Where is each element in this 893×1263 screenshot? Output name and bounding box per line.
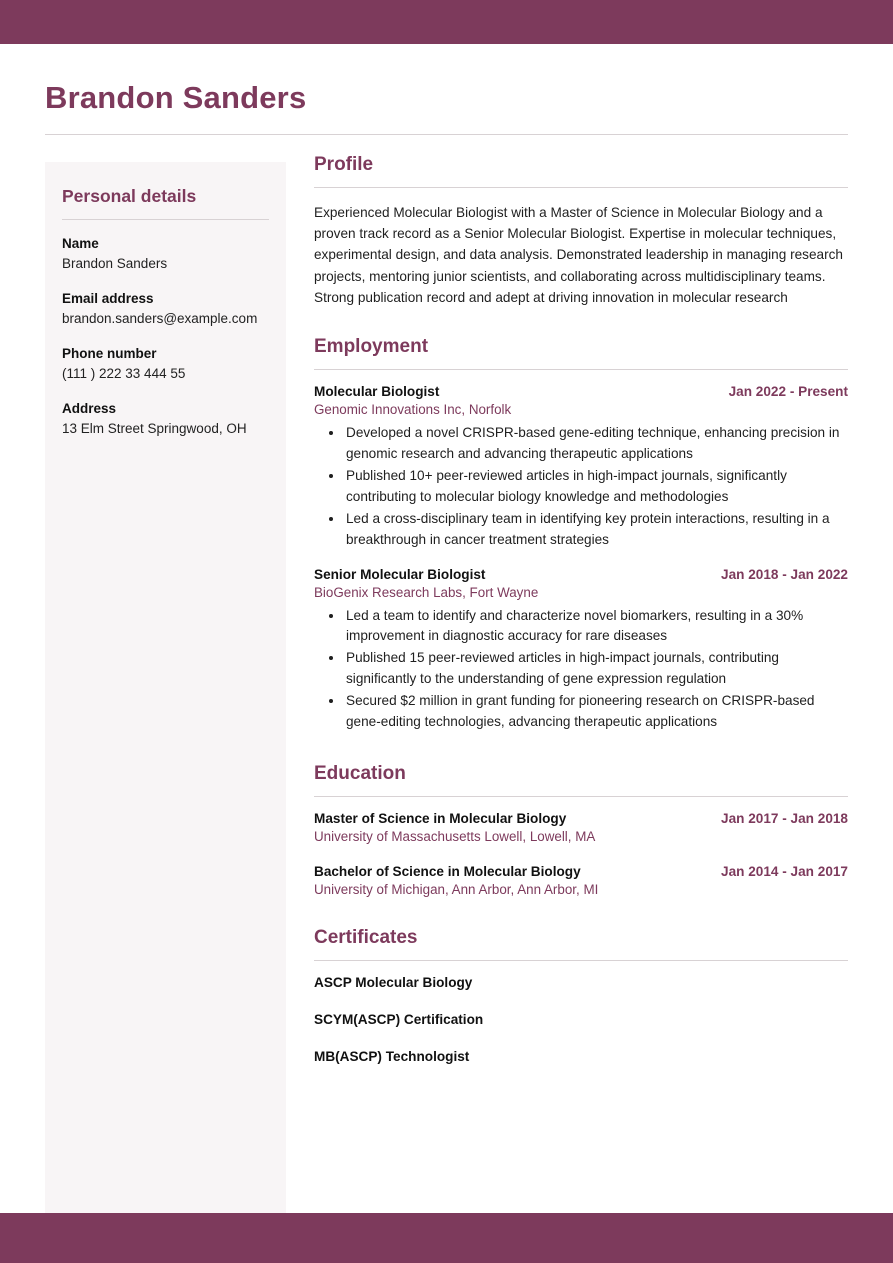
- sidebar-title: Personal details: [62, 186, 197, 206]
- job-title: Molecular Biologist: [314, 384, 440, 400]
- job-bullet: • Developed a novel CRISPR-based gene-editing technique, enhancing precision in genomic research and advancing therapeutic applications: [344, 423, 848, 465]
- field-label: Phone number: [62, 345, 157, 361]
- section-divider: [314, 960, 848, 961]
- job-dates: Jan 2018 - Jan 2022: [721, 566, 848, 582]
- job-dates: Jan 2022 - Present: [728, 384, 848, 400]
- education-entry: [314, 811, 848, 844]
- field-label: Email address: [62, 290, 154, 306]
- title-divider: [45, 134, 848, 135]
- certificate-item: ASCP Molecular Biology: [314, 975, 473, 991]
- job-bullet: • Led a cross-disciplinary team in identifying key protein interactions, resulting in a breakthrough in cancer treatment strategies: [344, 509, 848, 551]
- resume-page: [0, 44, 893, 1213]
- personal-details-sidebar: [45, 162, 286, 1232]
- job-bullet: • Published 15 peer-reviewed articles in high-impact journals, contributing significantly to the understanding of gene expression regulation: [344, 648, 848, 690]
- personal-field-phone: [62, 346, 269, 385]
- section-title-profile: Profile: [314, 154, 374, 175]
- education-entry: [314, 864, 848, 897]
- field-label: Address: [62, 400, 117, 416]
- personal-field-address: [62, 401, 269, 440]
- job-organization: Genomic Innovations Inc, Norfolk: [314, 402, 512, 418]
- degree-title: Master of Science in Molecular Biology: [314, 811, 567, 827]
- field-value: 13 Elm Street Springwood, OH: [62, 420, 247, 436]
- job-bullet: • Secured $2 million in grant funding for pioneering research on CRISPR-based gene-editing technologies, advancing therapeutic applications: [344, 691, 848, 733]
- job-title: Senior Molecular Biologist: [314, 566, 486, 582]
- degree-institution: University of Michigan, Ann Arbor, Ann Arbor, MI: [314, 882, 599, 898]
- degree-institution: University of Massachusetts Lowell, Lowell, MA: [314, 829, 596, 845]
- field-value: brandon.sanders@example.com: [62, 310, 258, 326]
- resume-main-content: [314, 154, 848, 1086]
- section-education: [314, 763, 848, 897]
- field-label: Name: [62, 236, 99, 251]
- employment-entry: [314, 384, 848, 551]
- page-title: [45, 80, 848, 116]
- field-value: Brandon Sanders: [62, 256, 168, 271]
- top-color-band: [0, 0, 893, 44]
- candidate-name: Brandon Sanders: [45, 80, 307, 115]
- section-divider: [314, 796, 848, 797]
- job-bullet: • Led a team to identify and characterize novel biomarkers, resulting in a 30% improvement in diagnostic accuracy for rare diseases: [344, 606, 848, 648]
- certificate-item: MB(ASCP) Technologist: [314, 1049, 470, 1065]
- section-title-certificates: Certificates: [314, 927, 418, 949]
- section-title-education: Education: [314, 763, 406, 785]
- certificate-item: SCYM(ASCP) Certification: [314, 1012, 484, 1028]
- degree-dates: Jan 2014 - Jan 2017: [721, 864, 848, 880]
- field-value: (111 ) 222 33 444 55: [62, 365, 186, 381]
- job-organization: BioGenix Research Labs, Fort Wayne: [314, 584, 539, 600]
- personal-field-name: [62, 236, 269, 275]
- job-bullet-list: [314, 606, 848, 734]
- degree-title: Bachelor of Science in Molecular Biology: [314, 864, 581, 880]
- section-divider: [314, 187, 848, 188]
- bottom-color-band: [0, 1213, 893, 1263]
- section-title-employment: Employment: [314, 336, 429, 358]
- job-bullet: • Published 10+ peer-reviewed articles in high-impact journals, significantly contributing to molecular biology knowledge and methodologies: [344, 466, 848, 508]
- section-employment: [314, 336, 848, 733]
- section-profile: [314, 154, 848, 308]
- section-divider: [314, 369, 848, 370]
- profile-summary-text: Experienced Molecular Biologist with a Master of Science in Molecular Biology and a proven track record as a Senior Molecular Biologist. Expertise in molecular techniques, experimental design, and data analysis. Demonstrated leadership in managing research projects, mentoring junior scientists, and collaborating across multidisciplinary teams. Strong publication record and adept at driving innovation in molecular research: [314, 205, 843, 305]
- degree-dates: Jan 2017 - Jan 2018: [721, 811, 848, 827]
- employment-entry: [314, 567, 848, 734]
- job-bullet-list: [314, 423, 848, 551]
- section-certificates: [314, 927, 848, 1064]
- sidebar-divider: [62, 219, 269, 220]
- personal-field-email: [62, 291, 269, 330]
